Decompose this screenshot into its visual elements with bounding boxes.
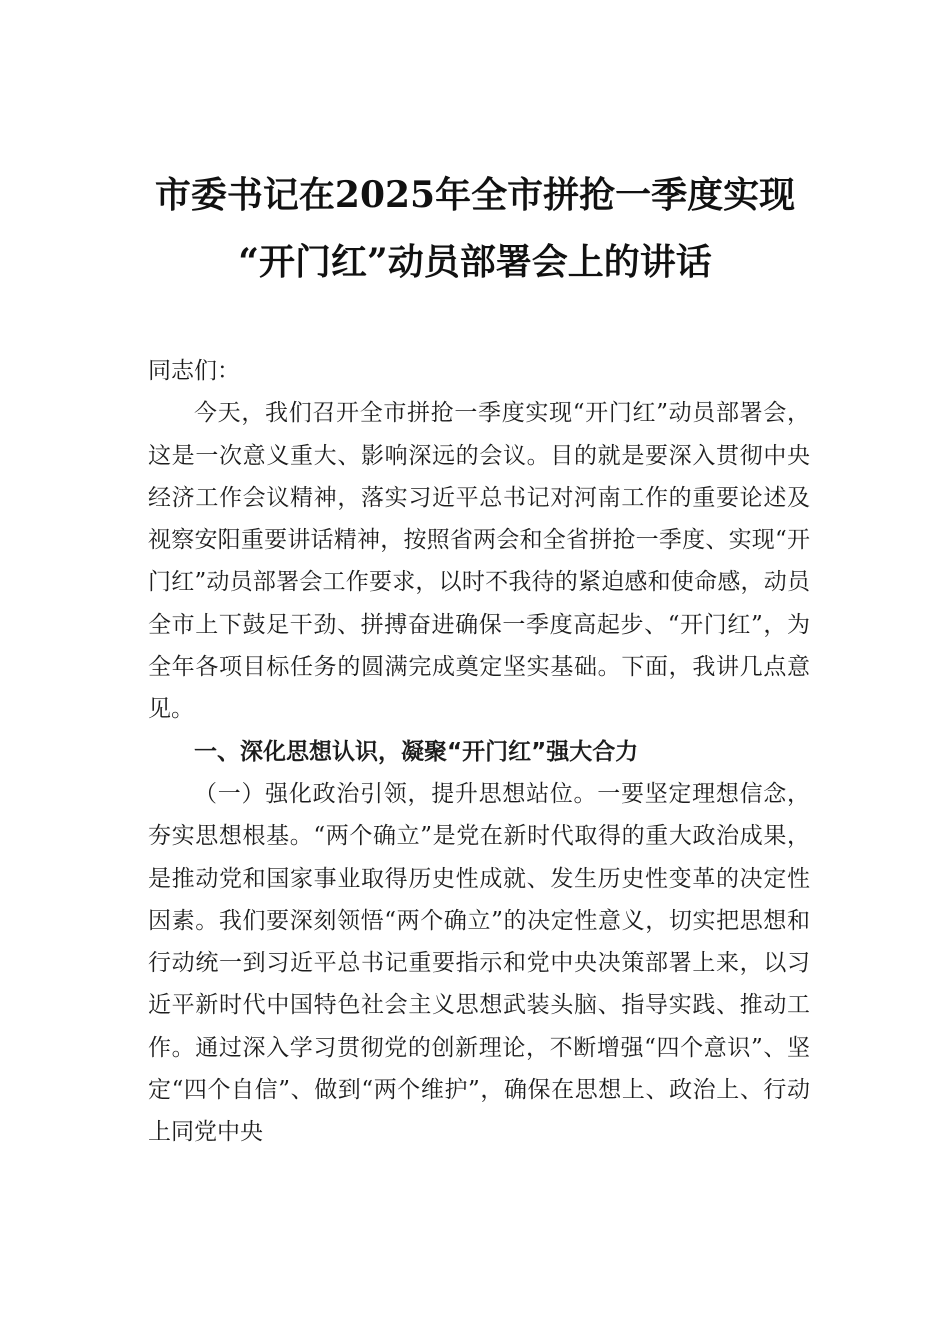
subsection-1-body: 一要坚定理想信念，夯实思想根基。“两个确立”是党在新时代取得的重大政治成果，是推动党和国家事业取得历史性成就、发生历史性变革的决定性因素。我们要深刻领悟“两个确立”的决定性意义，切实把思想和行动统一到习近平总书记重要指示和党中央决策部署上来，以习近平新时代中国特色社会主义思想武装头脑、指导实践、推动工作。通过深入学习贯彻党的创新理论，不断增强“四个意识”、坚定“四个自信”、做到“两个维护”，确保在思想上、政治上、行动上同党中央: [148, 780, 811, 1146]
document-title-line-2: “开门红”动员部署会上的讲话: [238, 241, 712, 283]
salutation: 同志们：: [148, 358, 240, 384]
section-1-heading: 一、深化思想认识，凝聚“开门红”强大合力: [194, 738, 639, 765]
document-body: [148, 350, 810, 1154]
subsection-1-paragraph: [148, 773, 810, 1154]
intro-paragraph: 今天，我们召开全市拼抢一季度实现“开门红”动员部署会，这是一次意义重大、影响深远的会议。目的就是要深入贯彻中央经济工作会议精神，落实习近平总书记对河南工作的重要论述及视察安阳重要讲话精神，按照省两会和全省拼抢一季度、实现“开门红”动员部署会工作要求，以时不我待的紧迫感和使命感，动员全市上下鼓足干劲、拼搏奋进确保一季度高起步、“开门红”，为全年各项目标任务的圆满完成奠定坚实基础。下面，我讲几点意见。: [148, 400, 810, 723]
subsection-1-heading: （一）强化政治引领，提升思想站位。: [194, 780, 598, 807]
document-title-line-1: 市委书记在2025年全市拼抢一季度实现: [154, 174, 796, 216]
